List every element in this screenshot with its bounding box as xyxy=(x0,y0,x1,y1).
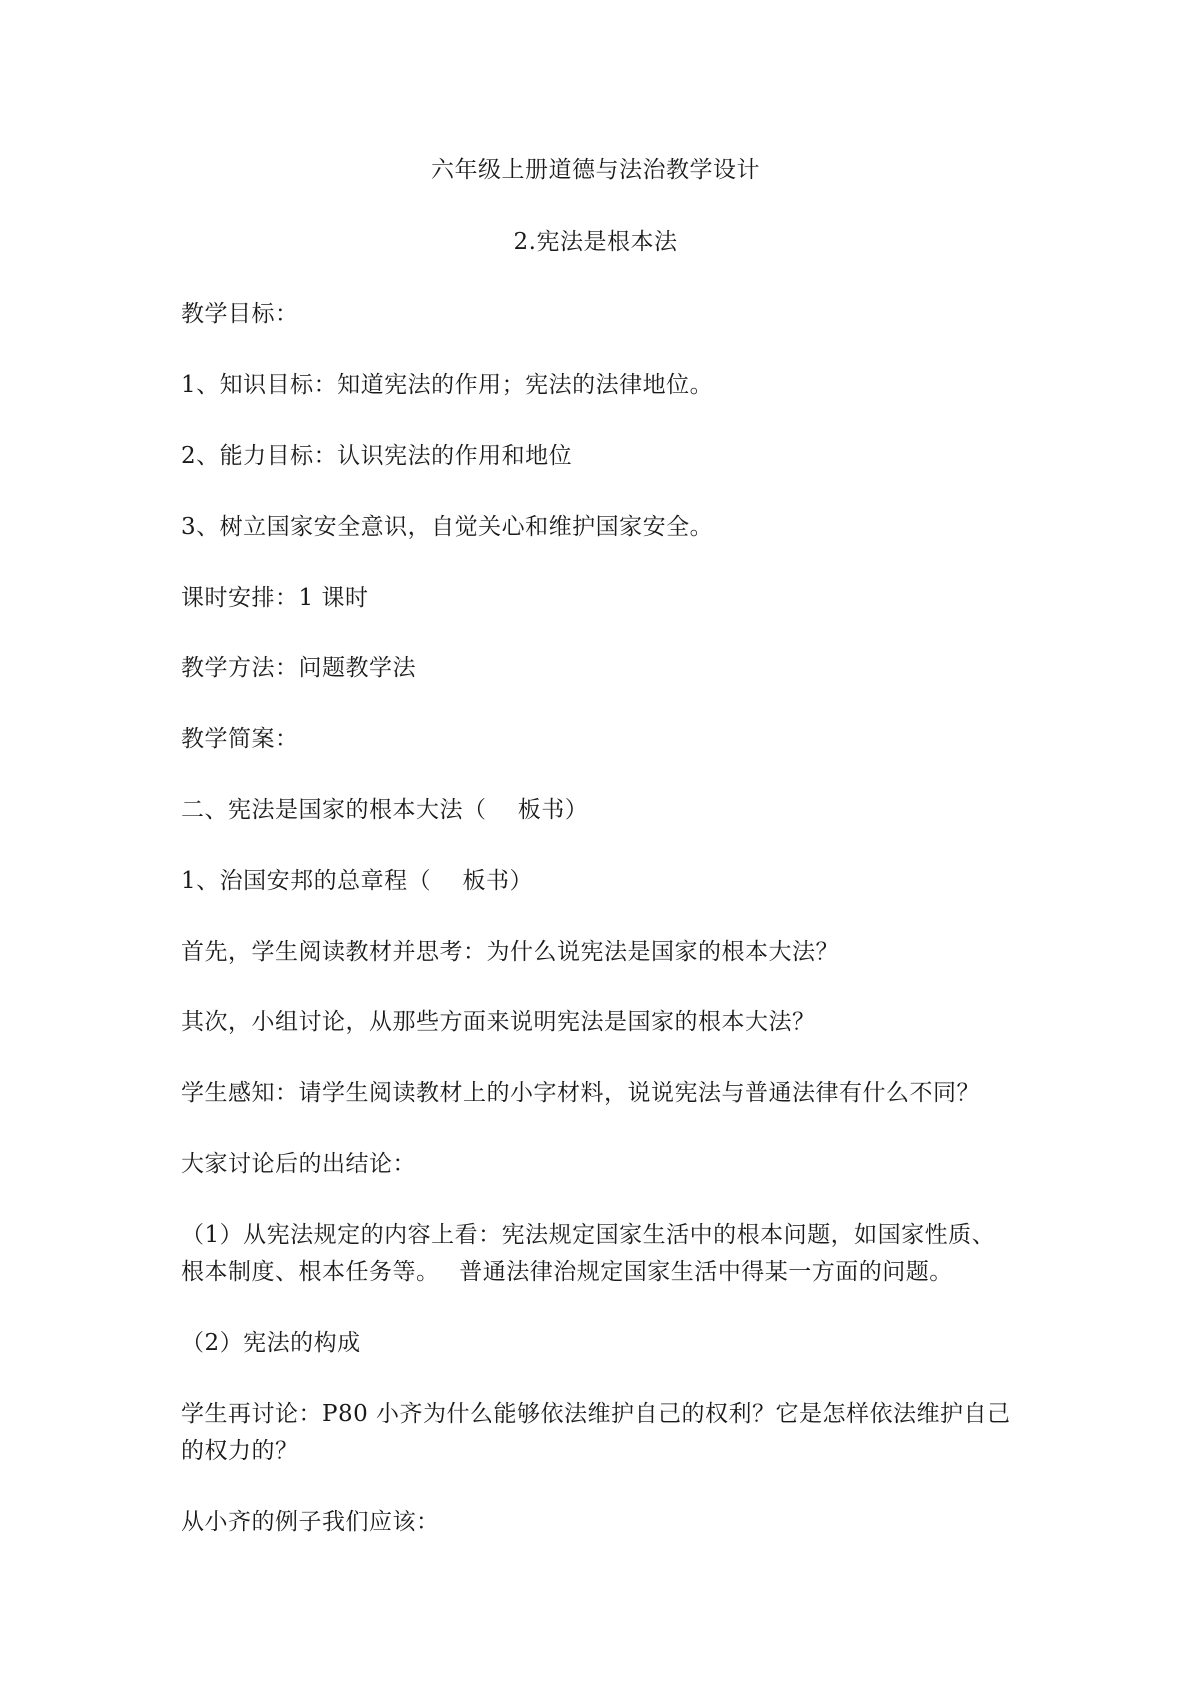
paragraph-goal-awareness: 3、树立国家安全意识，自觉关心和维护国家安全。 xyxy=(181,514,714,540)
paragraph-rediscussion-line2: 的权力的？ xyxy=(181,1438,299,1464)
paragraph-class-hours: 课时安排：1 课时 xyxy=(181,585,369,611)
paragraph-first-step: 首先，学生阅读教材并思考：为什么说宪法是国家的根本大法？ xyxy=(181,939,839,965)
paragraph-point-two: （2）宪法的构成 xyxy=(181,1330,361,1356)
document-subtitle: 2.宪法是根本法 xyxy=(513,229,678,255)
paragraph-subsection-one: 1、治国安邦的总章程（ 板书） xyxy=(181,868,533,894)
paragraph-point-one-line1: （1）从宪法规定的内容上看：宪法规定国家生活中的根本问题，如国家性质、 xyxy=(181,1222,996,1248)
paragraph-second-step: 其次，小组讨论，从那些方面来说明宪法是国家的根本大法？ xyxy=(181,1009,816,1035)
paragraph-brief-plan-heading: 教学简案： xyxy=(181,726,299,752)
paragraph-teaching-goals-heading: 教学目标： xyxy=(181,301,299,327)
paragraph-goal-knowledge: 1、知识目标：知道宪法的作用；宪法的法律地位。 xyxy=(181,372,714,398)
paragraph-rediscussion-line1: 学生再讨论：P80 小齐为什么能够依法维护自己的权利？它是怎样依法维护自己 xyxy=(181,1401,1011,1427)
paragraph-goal-ability: 2、能力目标：认识宪法的作用和地位 xyxy=(181,443,573,469)
paragraph-teaching-method: 教学方法：问题教学法 xyxy=(181,655,416,681)
document-title: 六年级上册道德与法治教学设计 xyxy=(431,157,760,183)
paragraph-point-one-line2: 根本制度、根本任务等。 普通法律治规定国家生活中得某一方面的问题。 xyxy=(181,1259,953,1285)
paragraph-student-perception: 学生感知：请学生阅读教材上的小字材料，说说宪法与普通法律有什么不同？ xyxy=(181,1080,980,1106)
paragraph-conclusion-heading: 大家讨论后的出结论： xyxy=(181,1151,416,1177)
paragraph-section-two: 二、宪法是国家的根本大法（ 板书） xyxy=(181,797,589,823)
paragraph-xiaoqi-example: 从小齐的例子我们应该： xyxy=(181,1509,440,1535)
